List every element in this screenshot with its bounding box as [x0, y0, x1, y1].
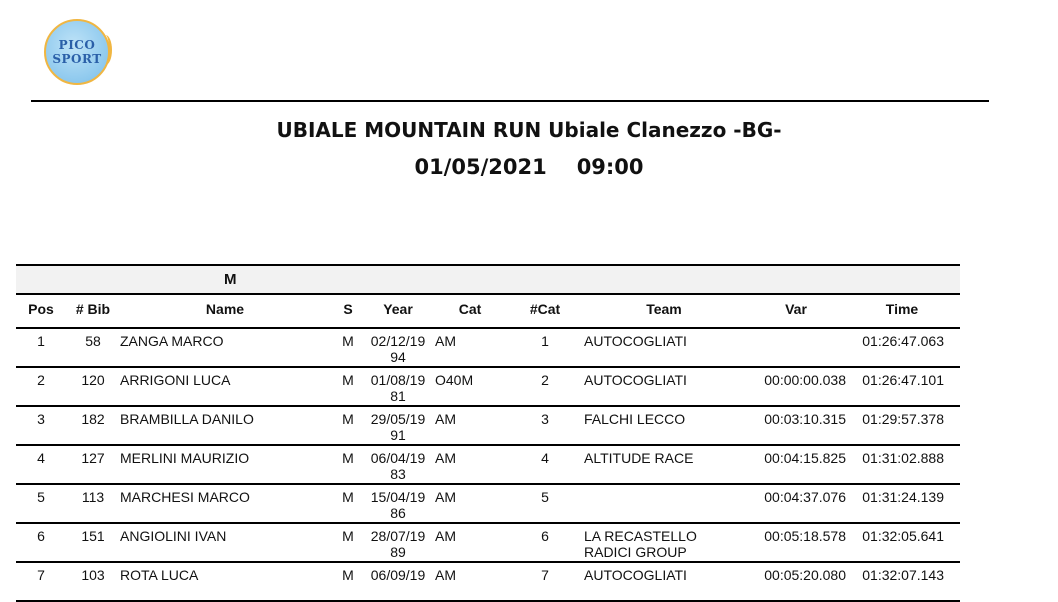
cell-cat-rank: 7 [541, 567, 549, 583]
cell-cat-rank: 1 [541, 333, 549, 349]
cell-team [584, 489, 734, 505]
cell-year: 15/04/19 86 [370, 489, 426, 521]
cell-pos: 2 [37, 372, 45, 388]
cell-team: FALCHI LECCO [584, 411, 686, 427]
cell-name: ZANGA MARCO [120, 333, 224, 349]
header-sex: S [343, 301, 353, 317]
cell-cat: AM [435, 411, 456, 427]
header-cat: Cat [458, 301, 482, 317]
cell-time: 01:31:24.139 [862, 489, 944, 505]
cell-cat: AM [435, 528, 456, 544]
cell-name: MERLINI MAURIZIO [120, 450, 250, 466]
cell-pos: 1 [37, 333, 45, 349]
header-var: Var [785, 301, 807, 317]
cell-sex: M [342, 567, 354, 583]
cell-team: LA RECASTELLO RADICI GROUP [584, 528, 697, 560]
cell-year: 06/09/19 [370, 567, 426, 583]
cell-pos: 5 [37, 489, 45, 505]
cell-team: AUTOCOGLIATI [584, 333, 687, 349]
cell-sex: M [342, 489, 354, 505]
cell-bib: 120 [81, 372, 105, 388]
cell-pos: 6 [37, 528, 45, 544]
cell-cat: AM [435, 567, 456, 583]
table-row [16, 329, 960, 368]
table-row [16, 485, 960, 524]
header-divider [31, 100, 989, 102]
cell-pos: 7 [37, 567, 45, 583]
header-team: Team [646, 301, 682, 317]
cell-bib: 113 [81, 489, 105, 505]
cell-team: ALTITUDE RACE [584, 450, 694, 466]
cell-year: 29/05/19 91 [370, 411, 426, 443]
cell-bib: 182 [81, 411, 105, 427]
cell-cat: AM [435, 489, 456, 505]
cell-bib: 127 [81, 450, 105, 466]
cell-time: 01:32:05.641 [862, 528, 944, 544]
table-row [16, 407, 960, 446]
cell-cat: AM [435, 450, 456, 466]
cell-team: AUTOCOGLIATI [584, 567, 687, 583]
cell-cat: AM [435, 333, 456, 349]
header-year: Year [383, 301, 413, 317]
header-time: Time [885, 301, 919, 317]
event-title: UBIALE MOUNTAIN RUN Ubiale Clanezzo -BG- [276, 118, 782, 142]
event-time: 09:00 [576, 155, 644, 179]
cell-bib: 103 [81, 567, 105, 583]
cell-name: ROTA LUCA [120, 567, 199, 583]
group-label: M [224, 271, 237, 288]
cell-name: ANGIOLINI IVAN [120, 528, 227, 544]
cell-sex: M [342, 333, 354, 349]
cell-var: 00:00:00.038 [764, 372, 846, 388]
cell-sex: M [342, 450, 354, 466]
cell-time: 01:26:47.101 [862, 372, 944, 388]
cell-year: 02/12/19 94 [370, 333, 426, 365]
header-pos: Pos [28, 301, 54, 317]
logo-line1: PICO [58, 38, 96, 52]
cell-var: 00:04:37.076 [764, 489, 846, 505]
cell-bib: 151 [81, 528, 105, 544]
cell-year: 01/08/19 81 [370, 372, 426, 404]
cell-sex: M [342, 528, 354, 544]
cell-name: MARCHESI MARCO [120, 489, 250, 505]
cell-var: 00:05:20.080 [764, 567, 846, 583]
cell-time: 01:26:47.063 [862, 333, 944, 349]
cell-time: 01:29:57.378 [862, 411, 944, 427]
cell-cat-rank: 2 [541, 372, 549, 388]
logo-line2: SPORT [52, 52, 102, 66]
cell-cat-rank: 4 [541, 450, 549, 466]
cell-sex: M [342, 411, 354, 427]
cell-name: BRAMBILLA DANILO [120, 411, 254, 427]
group-band [16, 264, 960, 295]
cell-cat-rank: 6 [541, 528, 549, 544]
table-row [16, 368, 960, 407]
cell-var: 00:03:10.315 [764, 411, 846, 427]
cell-name: ARRIGONI LUCA [120, 372, 231, 388]
cell-pos: 3 [37, 411, 45, 427]
cell-time: 01:31:02.888 [862, 450, 944, 466]
cell-pos: 4 [37, 450, 45, 466]
cell-year: 06/04/19 83 [370, 450, 426, 482]
cell-time: 01:32:07.143 [862, 567, 944, 583]
logo-arc [99, 35, 112, 65]
header-name: Name [205, 301, 245, 317]
event-datetime [0, 155, 1058, 179]
cell-team: AUTOCOGLIATI [584, 372, 687, 388]
table-row [16, 446, 960, 485]
cell-cat-rank: 3 [541, 411, 549, 427]
cell-cat-rank: 5 [541, 489, 549, 505]
pico-sport-logo [44, 19, 110, 85]
cell-year: 28/07/19 89 [370, 528, 426, 560]
table-row [16, 563, 960, 602]
cell-cat: O40M [435, 372, 474, 388]
header-cat-rank: #Cat [529, 301, 561, 317]
event-date: 01/05/2021 [414, 155, 547, 179]
cell-var: 00:05:18.578 [764, 528, 846, 544]
table-header [16, 295, 960, 329]
cell-sex: M [342, 372, 354, 388]
cell-var: 00:04:15.825 [764, 450, 846, 466]
table-row [16, 524, 960, 563]
header-bib: # Bib [75, 301, 111, 317]
cell-bib: 58 [85, 333, 101, 349]
